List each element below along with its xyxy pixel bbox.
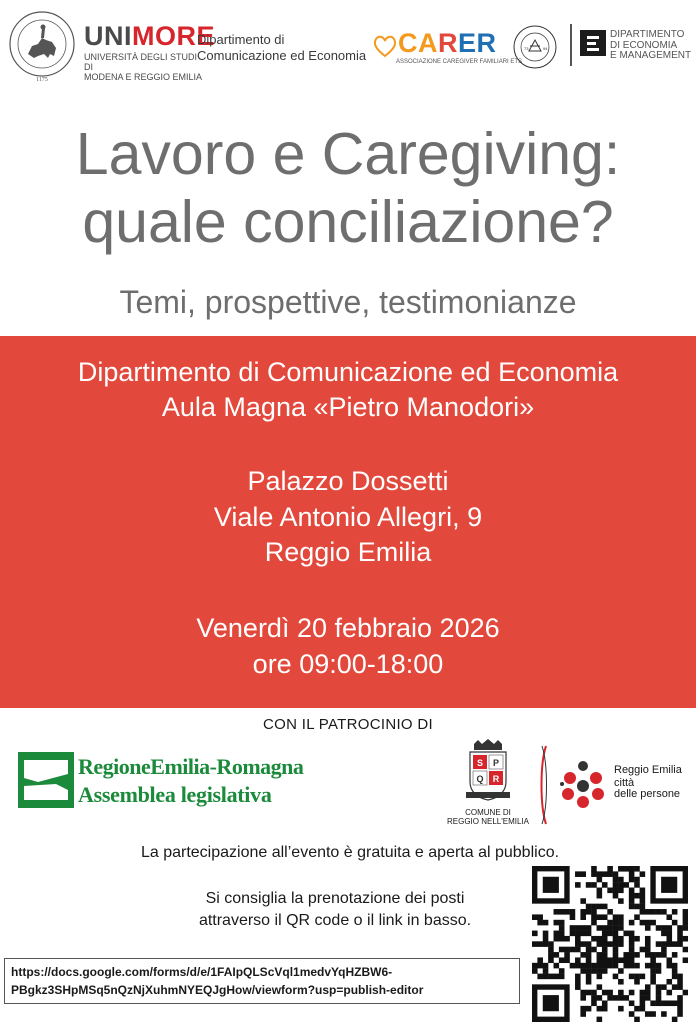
reservation-note	[160, 888, 510, 932]
reservation-line-1: Si consiglia la prenotazione dei posti	[205, 890, 465, 907]
heart-icon	[372, 34, 398, 58]
venue-line-2: Aula Magna «Pietro Manodori»	[161, 392, 535, 422]
rer-flag-icon	[18, 752, 74, 808]
svg-text:73: 73	[524, 46, 529, 51]
department-line-1: Dipartimento di	[197, 32, 285, 47]
unimore-seal-year: 1175	[36, 77, 48, 83]
event-date: Venerdì 20 febbraio 2026	[196, 613, 500, 643]
header-divider	[570, 24, 572, 66]
unimore-logo	[84, 22, 215, 82]
department-line-2: Comunicazione ed Economia	[197, 48, 367, 63]
event-title-line-1: Lavoro e Caregiving:	[75, 121, 621, 187]
carer-sub: ASSOCIAZIONE CAREGIVER FAMILIARI ETS	[396, 59, 523, 65]
event-title	[0, 120, 696, 256]
rcdp-line-1: Reggio Emilia	[614, 764, 682, 776]
comune-line-1: COMUNE DI	[465, 808, 511, 817]
dem-line-2: DI ECONOMIA	[610, 39, 678, 51]
rer-line-1: RegioneEmilia-Romagna	[78, 754, 304, 779]
registration-link-line-2[interactable]: PBgkz3SHpMSq5nQzNjXuhmNYEQJgHow/viewform?usp=publish-editor	[11, 983, 424, 997]
dem-logo-icon	[580, 30, 606, 56]
unimore-sub-line-1: UNIVERSITÀ DEGLI STUDI DI	[84, 52, 198, 72]
svg-text:Q: Q	[476, 774, 484, 784]
dem-line-3: E MANAGEMENT	[610, 50, 692, 61]
address-line-3: Reggio Emilia	[264, 537, 432, 567]
event-time: ore 09:00-18:00	[252, 649, 444, 679]
svg-text:R: R	[492, 774, 500, 784]
dem-line-1: DIPARTIMENTO	[610, 29, 685, 40]
header-logos	[0, 0, 696, 100]
svg-text:S: S	[476, 758, 484, 768]
reservation-line-2: attraverso il QR code o il link in basso.	[198, 912, 472, 929]
unimore-sub-line-2: MODENA E REGGIO EMILIA	[84, 72, 203, 82]
svg-text:94: 94	[543, 46, 548, 51]
svg-text:P: P	[492, 758, 500, 768]
flower-people-icon	[556, 756, 610, 814]
patronage-label: CON IL PATROCINIO DI	[263, 716, 433, 733]
registration-link-line-1[interactable]: https://docs.google.com/forms/d/e/1FAIpQLScVql1medvYqHZBW6-	[11, 965, 393, 979]
regione-emilia-romagna-logo	[18, 752, 304, 812]
venue-line-1: Dipartimento di Comunicazione ed Economia	[77, 357, 619, 387]
event-title-line-2: quale conciliazione?	[82, 189, 614, 255]
unimore-word-uni: UNI	[84, 21, 132, 51]
rcdp-line-3: delle persone	[614, 788, 681, 800]
comune-line-2: REGGIO NELL'EMILIA	[447, 817, 529, 826]
dem-logo-text	[610, 30, 691, 62]
ferrara-seal-icon	[512, 24, 558, 70]
carer-logo	[372, 26, 523, 70]
comune-reggio-logo	[446, 738, 530, 834]
registration-link[interactable]	[4, 958, 520, 1004]
unimore-word-more: MORE	[132, 21, 215, 51]
rer-line-2: Assemblea legislativa	[78, 782, 272, 807]
rcdp-line-2: città	[614, 777, 635, 789]
reggio-citta-persone-logo	[556, 756, 686, 816]
unimore-seal-icon	[8, 8, 76, 84]
event-details-band	[0, 336, 696, 708]
qr-code-icon[interactable]	[532, 866, 688, 1022]
event-subtitle: Temi, prospettive, testimonianze	[119, 284, 577, 320]
address-line-1: Palazzo Dossetti	[247, 466, 449, 496]
comune-crest-icon	[460, 738, 516, 806]
department-name	[197, 32, 366, 64]
red-bracket-divider	[538, 744, 550, 826]
address-line-2: Viale Antonio Allegri, 9	[213, 502, 483, 532]
free-entry-note: La partecipazione all’evento è gratuita e aperta al pubblico.	[140, 844, 560, 861]
carer-word: CARER	[398, 28, 497, 58]
